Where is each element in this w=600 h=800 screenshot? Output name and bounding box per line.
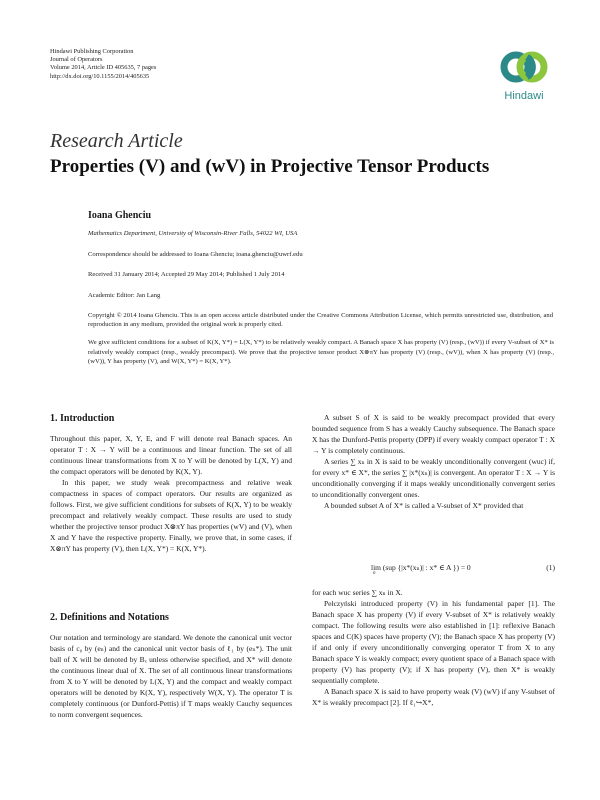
article-type: Research Article: [50, 130, 183, 152]
copyright-notice: Copyright © 2014 Ioana Ghenciu. This is an open access article distributed under the Creative Commons Attribution License, which permits unrestricted use, distribution, and reproduction in any medium, provided the original work is properly cited.: [88, 312, 553, 328]
doi-link[interactable]: http://dx.doi.org/10.1155/2014/405635: [50, 72, 150, 80]
paragraph: A Banach space X is said to have property weak (V) (wV) if any V-subset of X* is weakly precompact [2]. If ℓ₁↪X*,: [312, 687, 555, 707]
paragraph: Our notation and terminology are standard. We denote the canonical unit vector basis of c₀ by (eₙ) and the canonical unit vector basis of ℓ₁ by (eₙ*). The unit ball of X will be denoted by Bₓ unless otherwise specified, and X* will denote the continuous linear dual of X. The set of all continuous linear transformations from X to Y will be denoted by L(X, Y) and the compact and weakly compact operators will be denoted by K(X, Y), respectively W(X, Y). The operator T is completely continuous (or Dunford-Pettis) if T maps weakly Cauchy sequences to norm convergent sequences.: [50, 633, 292, 719]
paragraph: A subset S of X is said to be weakly precompact provided that every bounded sequence from S has a weakly Cauchy subsequence. The Banach space X has the Dunford-Pettis property (DPP) if every weakly compact operator T : X → Y is completely continuous.: [312, 413, 555, 455]
equation-subscript: n: [373, 571, 376, 576]
journal-header: [50, 48, 156, 81]
defs-heading: 2. Definitions and Notations: [50, 612, 169, 623]
paragraph: for each wuc series ∑ xₙ in X.: [312, 588, 403, 597]
paragraph: A bounded subset A of X* is called a V-subset of X* provided that: [324, 501, 524, 510]
intro-body: [50, 433, 292, 554]
abstract: We give sufficient conditions for a subset of K(X, Y*) = L(X, Y*) to be relatively weakly compact. A Banach space X has property (V) (resp., (wV)) if every V-subset of X* is relatively weakly compact (resp., weakly precompact). We prove that the projective tensor product X⊗πY has property (V) (resp., (wV)), when X has property (V) (resp., (wV)), Y has property (V), and W(X, Y*) = K(X, Y*).: [88, 339, 554, 366]
equation-text: lim (sup {|x*(xₙ)| : x* ∈ A }) = 0: [371, 563, 471, 572]
logo-rings-icon: [494, 44, 554, 90]
right-col-bottom: [312, 587, 555, 708]
paragraph: In this paper, we study weak precompactness and relative weak compactness in spaces of compact operators. Our results are organized as follows. First, we give sufficient conditions for subsets of K(X, Y) to be weakly precompact and relatively weakly compact. These results are used to study whether the projective tensor product X⊗πY has properties (wV) and (V), when X and Y have the respective property. Finally, we prove that, in some cases, if X⊗πY has property (V), then L(X, Y*) = K(X, Y*).: [50, 478, 292, 553]
dates: Received 31 January 2014; Accepted 29 May 2014; Published 1 July 2014: [88, 271, 285, 278]
paragraph: A series ∑ xₙ in X is said to be weakly unconditionally convergent (wuc) if, for every x* ∈ X*, the series ∑ |x*(xₙ)| is convergent. An operator T : X → Y is unconditionally converging if it maps weakly unconditionally convergent series to unconditionally convergent ones.: [312, 457, 555, 499]
defs-body: [50, 632, 292, 720]
author-name: Ioana Ghenciu: [88, 210, 152, 221]
hindawi-logo: [494, 44, 554, 106]
journal-line: Journal of Operators: [50, 56, 103, 64]
academic-editor: Academic Editor: Jan Lang: [88, 292, 161, 299]
publisher-line: Hindawi Publishing Corporation: [50, 48, 134, 55]
page-title: Properties (V) and (wV) in Projective Tensor Products: [50, 156, 490, 177]
logo-wordmark: Hindawi: [504, 90, 544, 102]
equation-body: [371, 563, 471, 576]
paragraph: Throughout this paper, X, Y, E, and F will denote real Banach spaces. An operator T : X → Y will be a continuous and linear function. The set of all continuous linear transformations from X to Y will be denoted by L(X, Y) and the compact operators will be denoted by K(X, Y).: [50, 434, 292, 476]
right-col-top: [312, 412, 555, 511]
correspondence: Correspondence should be addressed to Ioana Ghenciu; ioana.ghenciu@uwrf.edu: [88, 251, 303, 258]
intro-heading: 1. Introduction: [50, 413, 115, 424]
volume-line: Volume 2014, Article ID 405635, 7 pages: [50, 64, 157, 72]
equation-number: (1): [546, 563, 555, 572]
paragraph: Pełczyński introduced property (V) in his fundamental paper [1]. The Banach space X has property (V) if every V-subset of X* is relatively weakly compact. The following results were also established in [1]: reflexive Banach spaces and C(K) spaces have property (V); the Banach space X has property (V) if and only if every unconditionally converging operator T from X to any Banach space Y is weakly compact; every quotient space of a Banach space with property (V) has property (V); if X has property (V), then X* is weakly sequentially complete.: [312, 599, 555, 685]
affiliation: Mathematics Department, University of Wisconsin-River Falls, 54022 WI, USA: [88, 230, 298, 237]
